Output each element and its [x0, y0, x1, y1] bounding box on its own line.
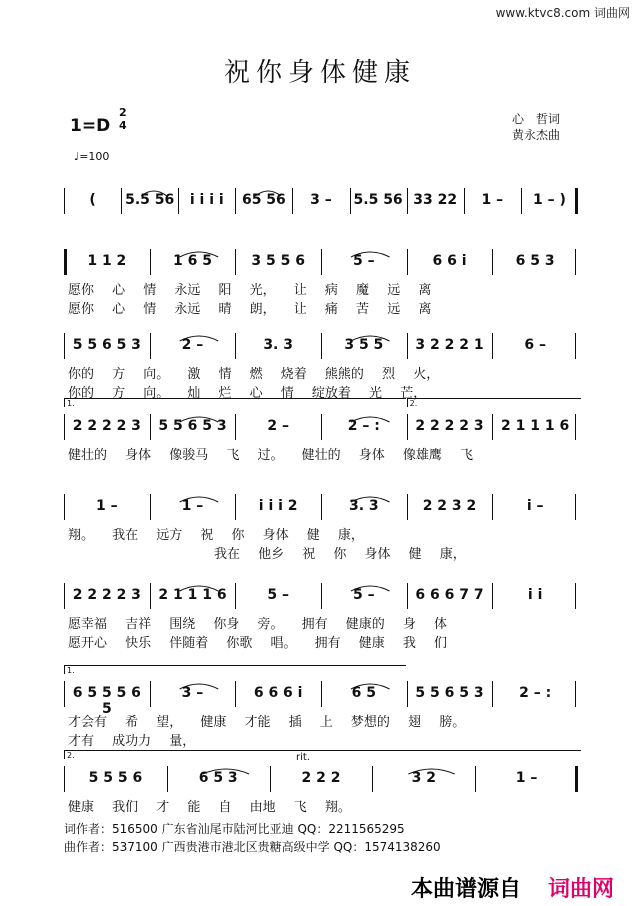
measure-notes: 2 2 2 — [301, 770, 341, 786]
composer-credit: 黄永杰曲 — [512, 128, 561, 142]
volta-first-ending: 1. — [64, 398, 406, 407]
site-name[interactable]: 词曲网 — [593, 6, 630, 20]
measure-notes: 2 – : — [519, 685, 552, 701]
lyrics-verse-1: 健壮的 身体 像骏马 飞 过。 健壮的 身体 像雄鹰 飞 — [68, 448, 474, 463]
slur-marks — [64, 679, 578, 691]
measure-notes: 6 – — [524, 337, 546, 353]
slur-arc — [408, 769, 454, 774]
volta-first-ending: 1. — [64, 665, 406, 674]
slur-arc — [180, 586, 219, 591]
slur-arc — [255, 191, 281, 196]
tempo-marking: ♩=100 — [74, 150, 110, 163]
measure-notes: i – — [526, 498, 544, 514]
slur-arc — [203, 769, 249, 774]
slur-arc — [351, 586, 390, 591]
measure-notes: 6 5 3 — [515, 253, 555, 269]
measure-notes: 33 22 — [413, 192, 458, 208]
score-system — [64, 666, 578, 749]
measure-notes: 2 – — [267, 418, 289, 434]
time-signature — [119, 106, 127, 132]
measure-notes: 6 6 6 i — [253, 685, 303, 701]
notes-row — [64, 766, 578, 792]
measure-notes: 5 5 6 5 3 — [415, 685, 484, 701]
lyrics-verse-1: 愿幸福 吉祥 围绕 你身 旁。 拥有 健康的 身 体 — [68, 617, 448, 632]
notes-row — [64, 188, 578, 214]
brand-site-logo[interactable]: 词曲网 — [548, 877, 615, 902]
slur-arc — [180, 336, 219, 341]
slur-arc — [351, 252, 390, 257]
lyrics-verse-2: 愿你 心 情 永远 晴 朗， 让 痛 苦 远 离 — [68, 302, 432, 317]
measure-notes: 2 2 2 2 3 — [415, 418, 484, 434]
measure-notes: 2 2 2 2 3 — [72, 418, 141, 434]
lyrics-verse-2: 愿开心 快乐 伴随着 你歌 唱。 拥有 健康 我 们 — [68, 636, 448, 651]
measure-notes: 3 – — [310, 192, 332, 208]
volta-second-ending: 2. — [64, 750, 581, 759]
slur-arc — [180, 684, 219, 689]
measure-notes: 3 2 — [411, 770, 436, 786]
site-header — [496, 4, 630, 21]
slur-marks — [64, 581, 578, 593]
notes-row — [64, 414, 578, 440]
lyrics-verse-2: 我在 他乡 祝 你 身体 健 康， — [214, 547, 466, 562]
measure-notes: 2 2 3 2 — [422, 498, 477, 514]
measure-notes: i i i i — [189, 192, 224, 208]
measure-notes: 3 2 2 2 1 — [415, 337, 484, 353]
measure-notes: 2 1 1 1 6 — [501, 418, 570, 434]
slur-marks — [64, 186, 578, 198]
measure-notes: 6 6 6 7 7 — [415, 587, 484, 603]
measure-notes: 3. 3 — [348, 498, 379, 514]
time-top: 2 — [119, 106, 127, 119]
slur-arc — [180, 417, 219, 422]
measure-notes: 1 – — [96, 498, 118, 514]
score-system — [64, 488, 578, 562]
score-system — [64, 243, 578, 317]
slur-marks — [64, 492, 578, 504]
slur-marks — [64, 331, 578, 343]
measure-notes: 1 – — [481, 192, 504, 208]
slur-marks — [64, 247, 578, 259]
measure-notes: i i — [527, 587, 543, 603]
notes-row — [64, 494, 578, 520]
score-system — [64, 182, 578, 252]
measure-notes: 3. 3 — [263, 337, 293, 353]
measure-notes: i i i 2 — [258, 498, 298, 514]
measure-notes: 6 5 5 5 6 5 — [72, 685, 141, 717]
measure-notes: 2 1 1 1 6 — [158, 587, 227, 603]
measure-notes: 6 6 i — [432, 253, 467, 269]
brand-source-text: 本曲谱源自 — [411, 877, 522, 902]
measure-notes: 1 1 2 — [87, 253, 127, 269]
measure-notes: 2 – : — [347, 418, 380, 434]
lyrics-verse-2: 你的 方 向。 灿 烂 心 情 绽放着 光 芒， — [68, 386, 427, 401]
song-title: 祝你身体健康 — [223, 58, 416, 88]
lyricist-credit: 心 哲词 — [512, 112, 561, 126]
measure-notes: 2 – — [181, 337, 204, 353]
measure-notes: ( — [89, 192, 96, 208]
measure-notes: 5 – — [353, 253, 375, 269]
measure-notes: 3 5 5 6 — [251, 253, 305, 269]
notes-row — [64, 681, 578, 717]
measure-notes: 6 5 3 — [198, 770, 238, 786]
notes-row — [64, 583, 578, 609]
slur-arc — [180, 497, 219, 502]
score-system — [64, 399, 578, 478]
ritardando-marking: rit. — [296, 752, 310, 763]
lyrics-verse-1: 你的 方 向。 激 情 燃 烧着 熊熊的 烈 火， — [68, 367, 440, 382]
measure-notes: 3 5 5 — [344, 337, 384, 353]
site-url[interactable]: www.ktvc8.com — [495, 6, 591, 20]
footer-composer-info: 曲作者：537100 广西贵港市港北区贵糖高级中学 QQ：1574138260 — [64, 840, 441, 854]
lyrics-verse-1: 健康 我们 才 能 自 由地 飞 翔。 — [68, 800, 351, 815]
slur-arc — [351, 684, 390, 689]
key-signature: 1=D — [70, 116, 111, 136]
time-bottom: 4 — [119, 119, 127, 132]
measure-notes: 6 5 — [351, 685, 376, 701]
slur-arc — [351, 336, 390, 341]
lyrics-verse-1: 愿你 心 情 永远 阳 光， 让 病 魔 远 离 — [68, 283, 432, 298]
measure-notes: 5 5 5 6 — [88, 770, 143, 786]
slur-arc — [141, 191, 167, 196]
measure-notes: 5 – — [353, 587, 375, 603]
volta-second-ending: 2. — [407, 398, 581, 407]
measure-notes: 5.5 56 — [353, 192, 403, 208]
score-system — [64, 327, 578, 401]
measure-notes: 1 – — [515, 770, 538, 786]
measure-notes: 5.5 56 — [125, 192, 175, 208]
slur-marks — [64, 412, 578, 424]
measure-notes: 5 5 6 5 3 — [72, 337, 141, 353]
footer-lyricist-info: 词作者：516500 广东省汕尾市陆河比亚迪 QQ：2211565295 — [64, 822, 405, 836]
score-system — [64, 577, 578, 651]
measure-notes: 1 – — [181, 498, 204, 514]
slur-arc — [351, 417, 390, 422]
lyrics-verse-1: 翔。 我在 远方 祝 你 身体 健 康， — [68, 528, 364, 543]
measure-notes: 2 2 2 2 3 — [72, 587, 141, 603]
notes-row — [64, 333, 578, 359]
slur-arc — [351, 497, 390, 502]
lyrics-verse-2: 才有 成功力 量， — [68, 734, 196, 749]
lyrics-verse-1: 才会有 希 望， 健康 才能 插 上 梦想的 翅 膀。 — [68, 715, 466, 730]
measure-notes: 5 5 6 5 3 — [158, 418, 227, 434]
measure-notes: 65 56 — [241, 192, 286, 208]
measure-notes: 1 – ) — [532, 192, 566, 208]
notes-row — [64, 249, 578, 275]
measure-notes: 1 6 5 — [172, 253, 212, 269]
slur-marks — [64, 764, 578, 776]
measure-notes: 3 – — [181, 685, 204, 701]
measure-notes: 5 – — [267, 587, 289, 603]
slur-arc — [180, 252, 219, 257]
